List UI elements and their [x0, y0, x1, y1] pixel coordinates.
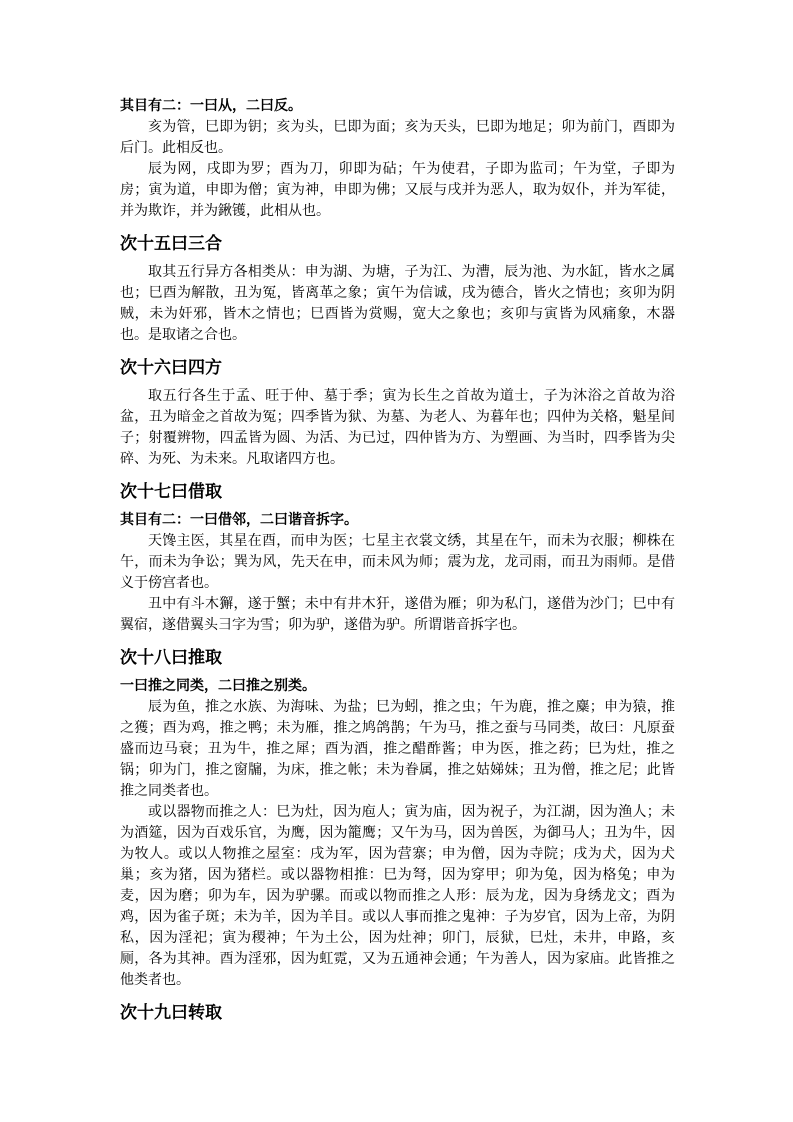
section-heading-18: 次十八曰推取 — [120, 648, 222, 668]
section-heading-17: 次十七曰借取 — [120, 482, 222, 502]
paragraph: 取其五行异方各相类从：申为湖、为塘，子为江、为漕，辰为池、为水缸，皆水之属也；巳酉为解散，丑为冤，皆离革之象；寅午为信诚，戌为德合，皆火之情也；亥卯为阴贼，未为奸邪，皆木之情也；巳酉皆为赏赐，宽大之象也；亥卯与寅皆为风痛象，木器也。是取诸之合也。 — [120, 264, 675, 343]
paragraph: 或以器物而推之人：巳为灶，因为庖人；寅为庙，因为祝子，为江湖，因为渔人；未为酒筵，因为百戏乐官，为鹰，因为籠鹰；又午为马，因为兽医，为御马人；丑为牛，因为牧人。或以人物推之屋室：戌为军，因为营寨；申为僧，因为寺院；戌为犬，因为犬巢；亥为猪，因为猪栏。或以器物相推：巳为弩，因为穿甲；卯为兔，因为格兔；申为麦，因为磨；卯为车，因为驴骡。而或以物而推之人形：辰为龙，因为身绣龙文；酉为鸡，因为雀子斑；未为羊，因为羊目。或以人事而推之鬼神：子为岁官，因为上帝，为阴私，因为淫祀；寅为稷神；午为土公，因为灶神；卯门，辰狱，巳灶，未井，申路，亥厕，各为其神。酉为淫邪，因为虹霓，又为五通神会通；午为善人，因为家庙。此皆推之他类者也。 — [120, 804, 675, 988]
paragraph: 辰为鱼，推之水族、为海味、为盐；巳为蚓，推之虫；午为鹿，推之麋；申为猿，推之獲；酉为鸡，推之鸭；未为雁，推之鸠鸽鹊；午为马，推之蚕与马同类，故曰：凡原蚕盛而边马衰；丑为牛，推之犀；酉为酒，推之醋酢酱；申为医，推之药；巳为灶，推之锅；卯为门，推之窗牖，为床，推之帐；未为眷属，推之姑娣妹；丑为僧，推之尼；此皆推之同类者也。 — [120, 699, 675, 799]
subheading-cong-fan: 其目有二：一曰从，二曰反。 — [120, 98, 302, 114]
paragraph: 辰为网，戌即为罗；酉为刀，卯即为砧；午为使君，子即为监司；午为堂，子即为房；寅为道，申即为僧；寅为神，申即为佛；又辰与戌并为恶人，取为奴仆，并为军徒，并为欺诈，并为鍬镬，此相从也。 — [120, 161, 675, 219]
paragraph: 丑中有斗木獬，遂于蟹；未中有井木犴，遂借为雁；卯为私门，遂借为沙门；巳中有翼宿，遂借翼头彐字为雪；卯为驴，遂借为驴。所谓谐音拆字也。 — [120, 596, 675, 633]
paragraph: 亥为管，巳即为钥；亥为头，巳即为面；亥为天头，巳即为地足；卯为前门，酉即为后门。此相反也。 — [120, 119, 675, 156]
section-heading-15: 次十五曰三合 — [120, 234, 222, 254]
subheading-jie-lin: 其目有二：一曰借邻，二曰谐音拆字。 — [120, 512, 358, 528]
paragraph: 取五行各生于孟、旺于仲、墓于季；寅为长生之首故为道士，子为沐浴之首故为浴盆，丑为暗金之首故为冤；四季皆为狱、为墓、为老人、为暮年也；四仲为关格，魁星间子；射覆辨物，四孟皆为圆、为活、为已过，四仲皆为方、为塑画、为当时，四季皆为尖碎、为死、为未来。凡取诸四方也。 — [120, 388, 675, 467]
document-page — [120, 96, 675, 1031]
section-heading-16: 次十六曰四方 — [120, 358, 222, 378]
paragraph: 天馋主医，其星在酉，而申为医；七星主衣裳文绣，其星在午，而未为衣服；柳株在午，而未为争讼；巽为风，先天在申，而未风为师；震为龙，龙司雨，而丑为雨师。是借义于傍宫者也。 — [120, 533, 675, 591]
subheading-tui-zhi: 一曰推之同类，二曰推之别类。 — [120, 678, 316, 694]
section-heading-19: 次十九曰转取 — [120, 1003, 222, 1023]
